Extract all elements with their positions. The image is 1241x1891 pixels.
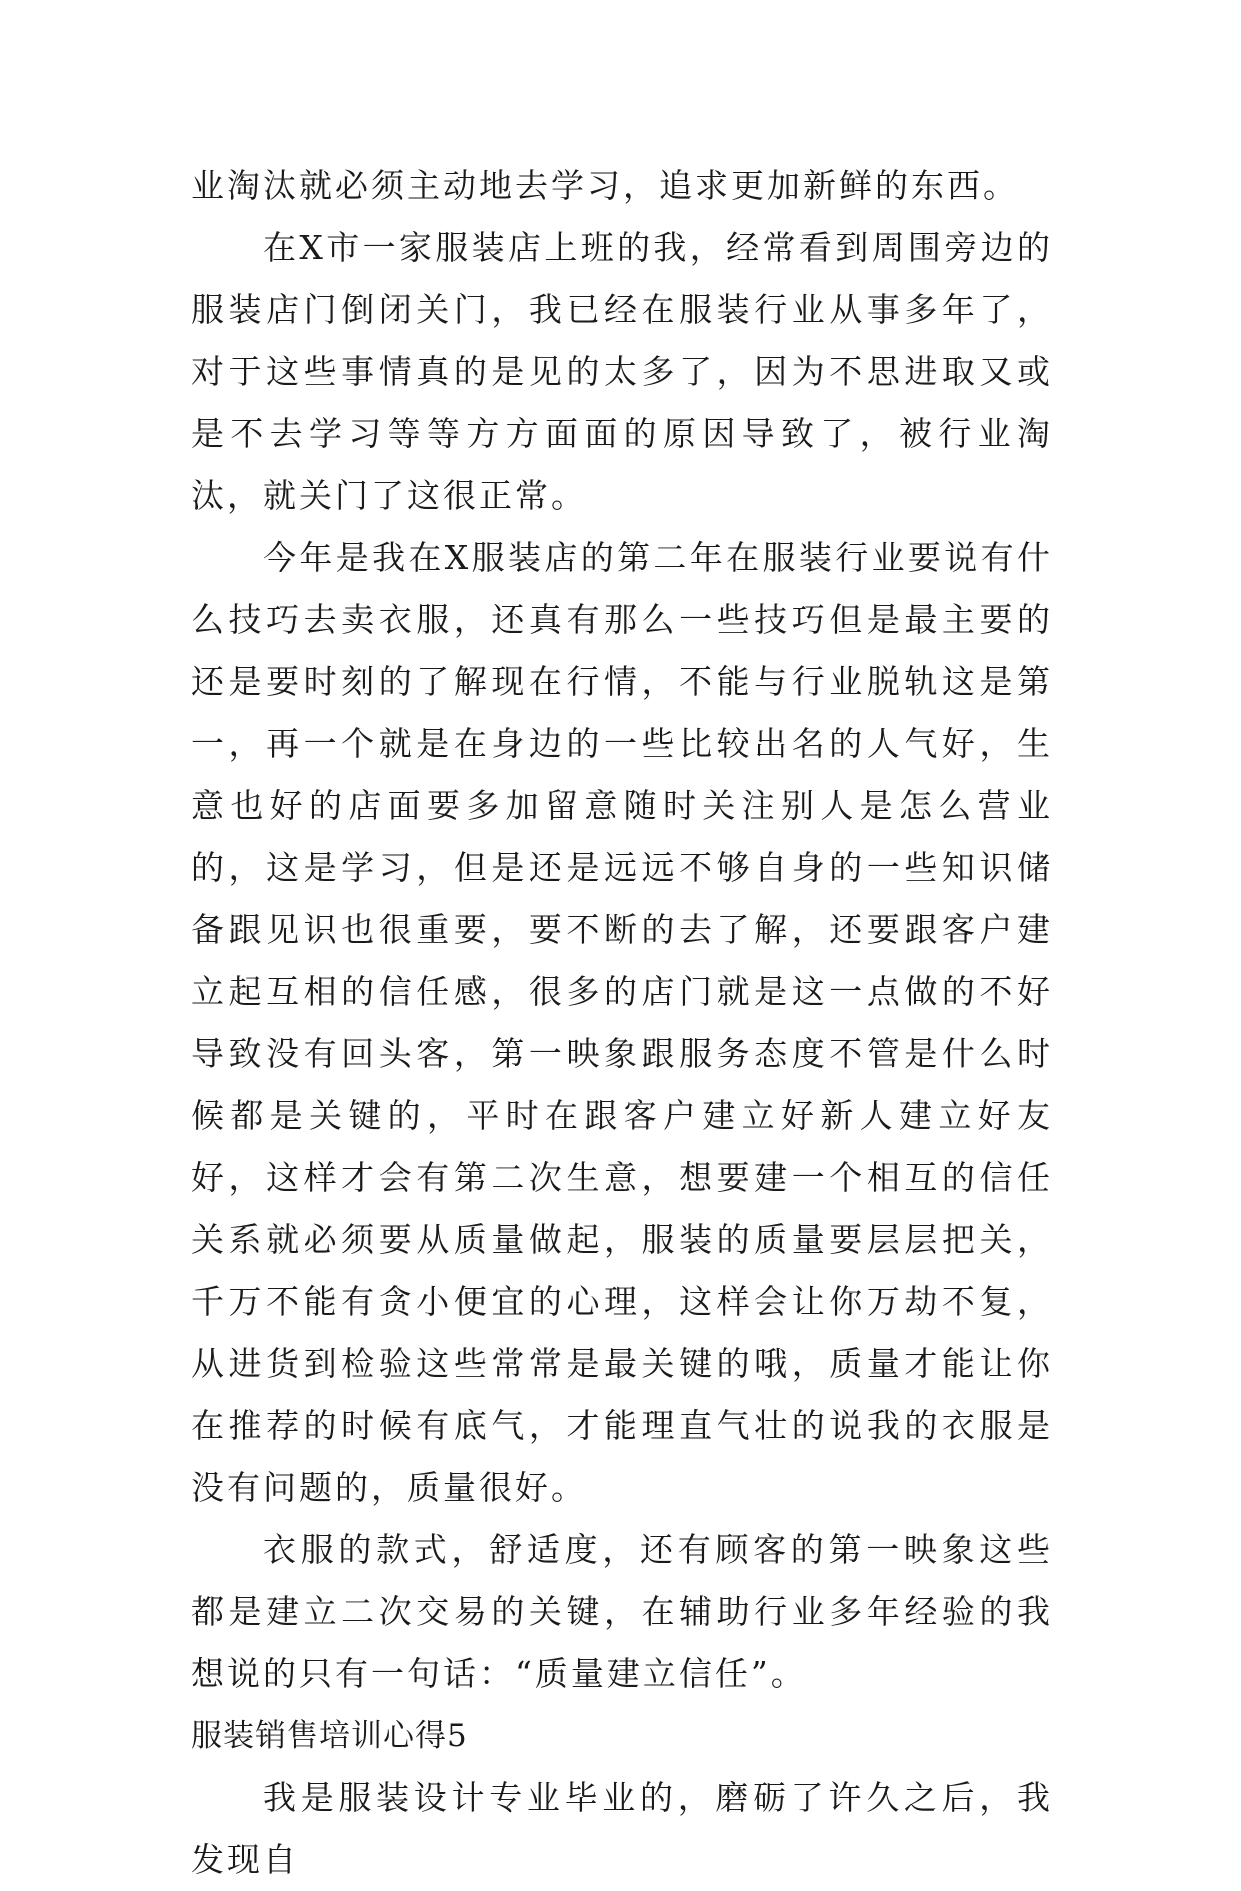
section-heading: 服装销售培训心得5 xyxy=(191,1718,468,1754)
paragraph-section-5-intro: 我是服装设计专业毕业的，磨砺了许久之后，我发现自 xyxy=(191,1778,1053,1879)
paragraph-continuation: 业淘汰就必须主动地去学习，追求更加新鲜的东西。 xyxy=(191,166,1019,205)
paragraph-store-closures: 在X市一家服装店上班的我，经常看到周围旁边的服装店门倒闭关门，我已经在服装行业从事多年了，对于这些事情真的是见的太多了，因为不思进取又或是不去学习等等方方面面的原因导致了，被行业淘汰，就关门了这很正常。 xyxy=(191,228,1053,515)
document-body xyxy=(191,155,1053,1891)
paragraph-sales-tips: 今年是我在X服装店的第二年在服装行业要说有什么技巧去卖衣服，还真有那么一些技巧但是最主要的还是要时刻的了解现在行情，不能与行业脱轨这是第一，再一个就是在身边的一些比较出名的人气好，生意也好的店面要多加留意随时关注别人是怎么营业的，这是学习，但是还是远远不够自身的一些知识储备跟见识也很重要，要不断的去了解，还要跟客户建立起互相的信任感，很多的店门就是这一点做的不好导致没有回头客，第一映象跟服务态度不管是什么时候都是关键的，平时在跟客户建立好新人建立好友好，这样才会有第二次生意，想要建一个相互的信任关系就必须要从质量做起，服装的质量要层层把关，千万不能有贪小便宜的心理，这样会让你万劫不复，从进货到检验这些常常是最关键的哦，质量才能让你在推荐的时候有底气，才能理直气壮的说我的衣服是没有问题的，质量很好。 xyxy=(191,538,1053,1507)
paragraph-quality-trust: 衣服的款式，舒适度，还有顾客的第一映象这些都是建立二次交易的关键，在辅助行业多年经验的我想说的只有一句话：“质量建立信任”。 xyxy=(191,1530,1053,1693)
